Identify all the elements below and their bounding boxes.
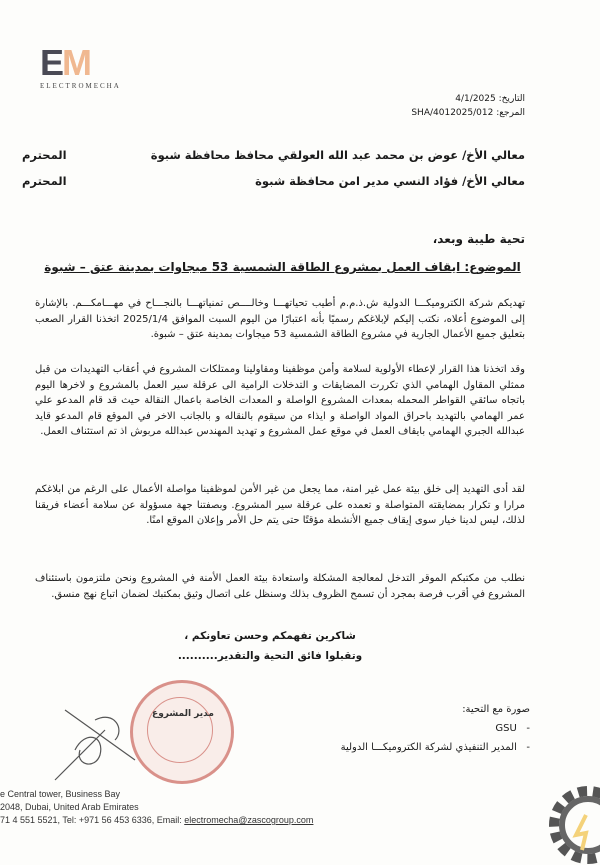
recipient-1: معالي الأخ/ عوض بن محمد عبد الله العولقي محافظ محافظة شبوة: [150, 148, 525, 162]
date-label: التاريخ:: [498, 94, 525, 104]
ref-line: [411, 106, 525, 120]
cc-item: - المدير التنفيذي لشركة الكتروميكـــا الدولية: [340, 742, 530, 753]
recipient-2: معالي الأخ/ فؤاد النسي مدير امن محافظة شبوة: [255, 174, 525, 188]
subject-line: الموضوع: ايقاف العمل بمشروع الطاقة الشمسية 53 ميجاوات بمدينة عتق – شبوة: [44, 260, 521, 274]
cc-item-text: GSU: [495, 723, 517, 734]
closing-line-1: شاكرين تفهمكم وحسن تعاونكم ،: [184, 630, 356, 642]
closing-line-2: وتقبلوا فائق التحية والتقدير..........: [177, 650, 363, 662]
paragraph-4: نطلب من مكتبكم الموقر التدخل لمعالجة المشكلة واستعادة بيئة العمل الأمنة في المشروع ونحن ملتزمون باستئناف المشروع في أقرب فرصة بمجرد أن تسمح الظروف بذلك وسنظل على اتصال وثيق بمكتبك لضمان اتباع نهج منسق.: [35, 573, 525, 600]
recipient-1-honorific: المحترم: [22, 148, 67, 162]
footer-line-1: e Central tower, Business Bay: [0, 789, 121, 799]
cc-label: صورة مع التحية:: [462, 704, 530, 715]
letter-meta: [411, 92, 525, 120]
cc-block: [341, 700, 530, 757]
ref-value: SHA/4012025/012: [411, 108, 494, 118]
ref-label: المرجع:: [496, 108, 525, 118]
footer-phones: 71 4 551 5521, Tel: +971 56 453 6336, Email:: [0, 815, 185, 825]
logo-mark: EM: [40, 42, 91, 83]
gear-icon: [528, 775, 600, 865]
date-value: 4/1/2025: [455, 94, 496, 104]
stamp-inner-ring: [147, 697, 213, 763]
footer-line-2: 2048, Dubai, United Arab Emirates: [0, 802, 139, 812]
logo-text: ELECTROMECHA: [40, 82, 121, 90]
company-stamp: [130, 680, 234, 784]
paragraph-2: وقد اتخذنا هذا القرار لإعطاء الأولوية لسلامة وأمن موظفينا ومقاولينا وممتلكات المشروع في أعقاب التهديدات من قبل ممثلي المقاول الهمامي الذي تكررت المضايقات و التدخلات الرامية الى عرقلة سير العمل بالمشروع و لاخرها اليوم باتجاه سائقي القواطر المحمله بمعدات المشروع الواصلة و المعدات الخاصة باعمال النقالة حيث قد قام المدعو علي عمر الهمامي بالتهديد باحراق المواد الواصلة و ايذاء من سيقوم بالنقاله و بالجانب الاخر في الموقع قام المدعو قايد عبدالله الجبري الهمامي بايقاف العمل في موقع عمل المشروع و تهديد المهندس عبدالله مربوش اذ تم استئناف العمل.: [35, 364, 525, 437]
footer-email-link[interactable]: electromecha@zascogroup.com: [184, 815, 314, 825]
footer-address: [0, 788, 313, 827]
paragraph-3: لقد أدى التهديد إلى خلق بيئة عمل غير امنة، مما يجعل من غير الأمن لموظفينا مواصلة الأعمال على الرغم من ابلاغكم مرارا و تكرار بمضايقته المتواصلة و تعمده على عرقلة سير المشروع. وبصفتنا جهة مسؤولة عن سلامة أعضاء فريقنا لذلك، ليس لدينا خيار سوى إيقاف جميع الأنشطة مؤقتًا حتى يتم حل الأمر وإعلان الموقع امنًا.: [35, 484, 525, 526]
greeting: تحية طيبة وبعد،: [432, 232, 525, 246]
cc-item-text: المدير التنفيذي لشركة الكتروميكـــا الدولية: [340, 742, 517, 753]
closing: [150, 626, 390, 666]
stamp-title: مدير المشروع: [152, 709, 214, 719]
cc-item: - GSU: [495, 723, 530, 734]
paragraph-1: تهديكم شركة الكتروميكـــا الدولية ش.ذ.م.م أطيب تحياتهـــا وخالــــص تمنياتهـــا بالنجـــاح في مهـــامكـــم. بالإشارة إلى الموضوع أعلاه، نكتب إليكم لإبلاغكم رسميًا بأنه اعتبارًا من اليوم السبت الموافق 2025/1/4 اتخذنا القرار الصعب بتعليق جميع الأعمال الجارية في مشروع الطاقة الشمسية 53 ميجاوات بمدينة عتق – شبوة.: [35, 298, 525, 340]
date-line: [411, 92, 525, 106]
footer-line-3: [0, 814, 313, 827]
recipient-2-honorific: المحترم: [22, 174, 67, 188]
company-logo: [40, 42, 150, 97]
